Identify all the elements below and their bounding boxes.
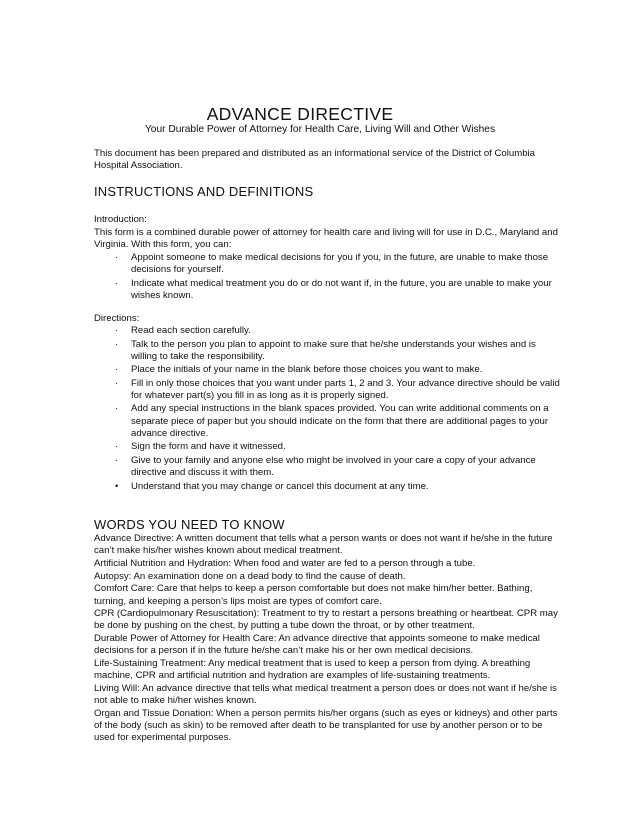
bullet-item xyxy=(94,339,564,363)
bullet-item xyxy=(94,364,564,376)
introduction-bullet-list xyxy=(94,252,564,303)
bullet-glyph: • xyxy=(115,480,119,492)
bullet-glyph: · xyxy=(115,252,119,263)
directions-bullet-list xyxy=(94,325,564,494)
definition-entry xyxy=(94,683,564,707)
definition-entry xyxy=(94,658,564,682)
bullet-glyph: · xyxy=(115,454,119,466)
introduction-label: Introduction: xyxy=(94,214,147,225)
definition-entry xyxy=(94,583,564,607)
bullet-item xyxy=(94,455,564,479)
introduction-text: This form is a combined durable power of attorney for health care and living will for use in D.C., Maryland and Virginia. With this form, you can: xyxy=(94,227,558,251)
definition-text: An examination done on a dead body to find the cause of death. xyxy=(133,570,406,582)
definition-term: CPR (Cardiopulmonary Resuscitation): xyxy=(94,608,260,620)
definition-text: When a person permits his/her organs (such as eyes or kidneys) and other parts of the body (such as skin) to be removed after death to be transplanted for use by another person or to be used for experimental purposes. xyxy=(94,707,558,744)
document-subtitle: Your Durable Power of Attorney for Health Care, Living Will and Other Wishes xyxy=(144,124,496,135)
bullet-item xyxy=(94,403,564,440)
definition-term: Durable Power of Attorney for Health Care: xyxy=(94,633,277,645)
definition-entry xyxy=(94,533,564,557)
section-heading-instructions: INSTRUCTIONS AND DEFINITIONS xyxy=(94,184,314,199)
definition-text: Care that helps to keep a person comfortable but does not make him/her better. Bathing, turning, and keeping a person’s lips moist are types of comfort care. xyxy=(94,583,533,607)
bullet-item xyxy=(94,278,564,302)
definition-term: Life-Sustaining Treatment: xyxy=(94,658,206,670)
section-heading-words: WORDS YOU NEED TO KNOW xyxy=(94,517,285,532)
bullet-text: Talk to the person you plan to appoint to make sure that he/she understands your wishes and is willing to take the responsibility. xyxy=(131,338,536,362)
bullet-text: Add any special instructions in the blank spaces provided. You can write additional comments on a separate piece of paper but you should indicate on the form that there are additional pages to your advance directive. xyxy=(131,403,549,439)
intro-paragraph: This document has been prepared and distributed as an informational service of the District of Columbia Hospital Association. xyxy=(94,148,536,172)
definition-entry xyxy=(94,708,564,745)
definition-text: When food and water are fed to a person through a tube. xyxy=(233,557,476,569)
definition-term: Organ and Tissue Donation: xyxy=(94,707,214,719)
definition-text: Any medical treatment that is used to keep a person from dying. A breathing machine, CPR and artificial nutrition and hydration are examples of life-sustaining treatments. xyxy=(94,658,531,682)
bullet-glyph: · xyxy=(115,403,119,415)
definition-term: Autopsy: xyxy=(94,570,132,582)
definition-text: An advance directive that tells what medical treatment a person does or does not want if he/she is not able to make hi/her wishes known. xyxy=(94,682,557,707)
definition-entry xyxy=(94,633,564,657)
definition-term: Artificial Nutrition and Hydration: xyxy=(94,557,232,569)
bullet-item xyxy=(94,325,564,337)
bullet-text: Place the initials of your name in the blank before those choices you want to make. xyxy=(131,364,483,376)
bullet-glyph: · xyxy=(115,377,119,389)
bullet-text: Appoint someone to make medical decisions for you if you, in the future, are unable to make those decisions for yourself. xyxy=(131,252,549,276)
bullet-glyph: · xyxy=(115,325,119,336)
definition-entry xyxy=(94,608,564,632)
bullet-glyph: · xyxy=(115,277,119,289)
bullet-item xyxy=(94,481,564,493)
bullet-glyph: · xyxy=(115,441,119,453)
definition-term: Comfort Care: xyxy=(94,583,155,595)
definitions-list xyxy=(94,533,564,745)
bullet-text: Read each section carefully. xyxy=(131,325,251,336)
definition-text: A written document that tells what a person wants or does not want if he/she in the future can’t make his/her wishes known about medical treatment. xyxy=(94,533,553,557)
definition-text: Treatment to try to restart a persons breathing or heartbeat. CPR may be done by pushing on the chest, by putting a tube down the throat, or by other treatment. xyxy=(94,608,558,632)
bullet-glyph: · xyxy=(115,364,119,376)
definition-entry xyxy=(94,571,564,583)
document-title: ADVANCE DIRECTIVE xyxy=(206,104,394,124)
bullet-text: Give to your family and anyone else who might be involved in your care a copy of your advance directive and discuss it with them. xyxy=(131,454,536,479)
bullet-item xyxy=(94,378,564,402)
bullet-item xyxy=(94,252,564,276)
definition-entry xyxy=(94,558,564,570)
definition-term: Living Will: xyxy=(94,682,140,694)
bullet-item xyxy=(94,441,564,453)
bullet-text: Sign the form and have it witnessed. xyxy=(131,441,286,453)
bullet-text: Understand that you may change or cancel this document at any time. xyxy=(131,480,429,492)
bullet-text: Indicate what medical treatment you do or do not want if, in the future, you are unable to make your wishes known. xyxy=(131,277,552,301)
definition-text: An advance directive that appoints someone to make medical decisions for a person if in the future he/she can’t make his or her own medical decisions. xyxy=(94,633,540,657)
bullet-text: Fill in only those choices that you want under parts 1, 2 and 3. Your advance directive should be valid for whatever part(s) you fill in as long as it is properly signed. xyxy=(131,377,560,401)
directions-label: Directions: xyxy=(94,313,140,324)
definition-term: Advance Directive: xyxy=(94,533,174,544)
bullet-glyph: · xyxy=(115,338,119,350)
